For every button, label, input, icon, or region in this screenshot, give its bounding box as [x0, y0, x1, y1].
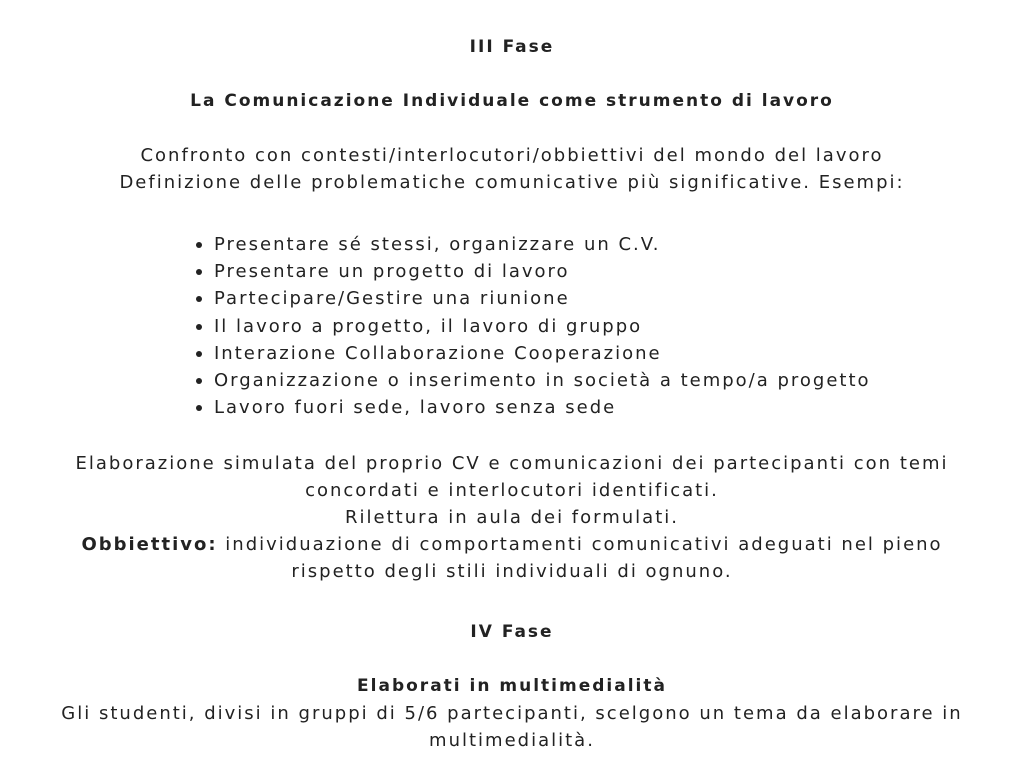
list-item-text: Interazione Collaborazione Cooperazione	[214, 342, 662, 364]
list-item-text: Presentare un progetto di lavoro	[214, 261, 570, 283]
fase3-body-line: Elaborazione simulata del proprio CV e comunicazioni dei partecipanti con temi	[75, 453, 949, 474]
list-item-text: Presentare sé stessi, organizzare un C.V.	[214, 234, 661, 255]
bullet-icon	[196, 242, 202, 248]
fase3-heading: III Fase	[469, 37, 555, 57]
objective-text: individuazione di comportamenti comunicativi adeguati nel pieno	[217, 534, 943, 555]
list-item-text: Il lavoro a progetto, il lavoro di gruppo	[214, 315, 643, 337]
fase4-body-line: Gli studenti, divisi in gruppi di 5/6 partecipanti, scelgono un tema da elaborare in	[61, 703, 963, 724]
fase3-objective-cont: rispetto degli stili individuali di ognuno.	[291, 561, 733, 582]
bullet-icon	[196, 378, 202, 384]
fase4-title: Elaborati in multimedialità	[357, 676, 667, 696]
list-item	[195, 285, 871, 312]
list-item-text: Lavoro fuori sede, lavoro senza sede	[214, 397, 617, 419]
fase3-intro-line: Confronto con contesti/interlocutori/obbiettivi del mondo del lavoro	[140, 145, 884, 166]
fase4-body-line: multimedialità.	[429, 730, 595, 751]
fase3-body-line: Rilettura in aula dei formulati.	[345, 507, 679, 528]
fase3-body-line: concordati e interlocutori identificati.	[305, 480, 719, 501]
list-item-text: Organizzazione o inserimento in società a tempo/a progetto	[214, 370, 871, 392]
fase3-intro-line: Definizione delle problematiche comunicative più significative. Esempi:	[119, 172, 905, 193]
fase3-objective	[0, 531, 1024, 558]
list-item	[195, 340, 871, 367]
fase4-heading: IV Fase	[470, 622, 554, 642]
fase3-title: La Comunicazione Individuale come strumento di lavoro	[190, 91, 834, 111]
bullet-icon	[196, 405, 202, 411]
list-item	[195, 394, 871, 421]
list-item	[195, 231, 871, 258]
list-item	[195, 367, 871, 394]
fase3-examples-list	[195, 231, 871, 421]
bullet-icon	[196, 296, 202, 302]
bullet-icon	[196, 269, 202, 275]
list-item	[195, 258, 871, 285]
list-item-text: Partecipare/Gestire una riunione	[214, 288, 570, 310]
bullet-icon	[196, 324, 202, 330]
objective-label: Obbiettivo:	[81, 534, 218, 555]
list-item	[195, 313, 871, 340]
bullet-icon	[196, 351, 202, 357]
